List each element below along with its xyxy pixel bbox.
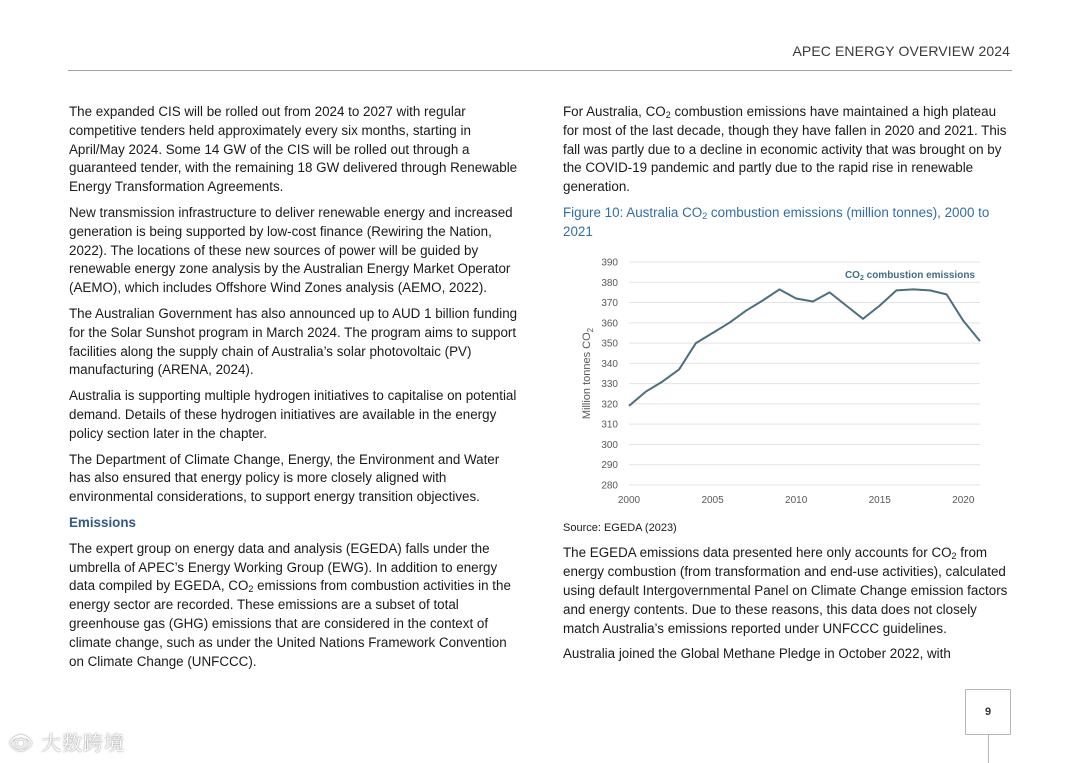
- paragraph-hydrogen: Australia is supporting multiple hydrogen initiatives to capitalise on potential demand. Details of these hydrogen initiatives are available in the energy policy section later in the chapter.: [69, 388, 517, 441]
- x-tick-label: 2020: [952, 494, 975, 506]
- y-tick-label: 300: [601, 439, 618, 451]
- y-tick-label: 350: [601, 338, 618, 350]
- left-column: [69, 103, 521, 678]
- emissions-line: [629, 289, 980, 406]
- page-number-connector: [988, 734, 989, 763]
- paragraph-egeda-intro: The expert group on energy data and analysis (EGEDA) falls under the umbrella of APEC’s Energy Working Group (EWG). In addition to energy data compiled by EGEDA, $CO_2$ emissions from combustion activities in the energy sector are recorded. These emissions are a subset of total greenhouse gas (GHG) emissions that are considered in the context of climate change, such as under the United Nations Framework Convention on Climate Change (UNFCCC).: [69, 540, 511, 669]
- y-tick-label: 390: [601, 257, 618, 269]
- co2-emissions-line-chart: [560, 249, 990, 519]
- x-tick-label: 2005: [701, 494, 724, 506]
- running-header: APEC ENERGY OVERVIEW 2024: [792, 43, 1010, 59]
- paragraph-methane-pledge: Australia joined the Global Methane Pledge in October 2022, with: [563, 646, 951, 662]
- paragraph-cis: The expanded CIS will be rolled out from 2024 to 2027 with regular competitive tenders held approximately every six months, starting in April/May 2024. Some 14 GW of the CIS will be rolled out through a guaranteed tender, with the remaining 18 GW delivered through Renewable Energy Transformation Agreements.: [69, 104, 518, 195]
- y-tick-label: 340: [601, 358, 618, 370]
- paragraph-australia-co2: For Australia, $CO_2$ combustion emissions have maintained a high plateau for most of the last decade, though they have fallen in 2020 and 2021. This fall was partly due to a decline in economic activity that was brought on by the COVID-19 pandemic and partly due to the rapid rise in renewable generation.: [563, 104, 1007, 195]
- right-column: [563, 103, 1015, 671]
- x-tick-label: 2010: [785, 494, 808, 506]
- page-number-box: [965, 689, 1011, 735]
- y-tick-label: 370: [601, 297, 618, 309]
- y-tick-label: 310: [601, 419, 618, 431]
- legend-label: $CO_2$ combustion emissions: [844, 269, 975, 282]
- x-tick-label: 2015: [868, 494, 891, 506]
- paragraph-egeda-data: The EGEDA emissions data presented here only accounts for $CO_2$ from energy combustion (from transformation and end-use activities), calculated using default Intergovernmental Panel on Climate Change emission factors and energy contents. Due to these reasons, this data does not closely match Australia’s emissions reported under UNFCCC guidelines.: [563, 545, 1008, 636]
- y-axis-label: Million tonnes $CO_2$: [581, 327, 595, 419]
- y-tick-label: 280: [601, 480, 618, 492]
- y-tick-label: 360: [601, 317, 618, 329]
- y-tick-label: 330: [601, 378, 618, 390]
- page-number: 9: [984, 706, 992, 718]
- y-tick-label: 320: [601, 398, 618, 410]
- watermark-logo: 👁︎ 大数跨境: [8, 733, 125, 755]
- paragraph-solar-sunshot: The Australian Government has also announced up to AUD 1 billion funding for the Solar Sunshot program in March 2024. The program aims to support facilities along the supply chain of Australia’s solar photovoltaic (PV) manufacturing (ARENA, 2024).: [69, 305, 518, 378]
- y-tick-label: 380: [601, 277, 618, 289]
- y-tick-label: 290: [601, 459, 618, 471]
- header-divider: [68, 70, 1012, 71]
- chart-canvas: [560, 249, 990, 511]
- figure-source: Source: EGEDA (2023): [563, 521, 677, 534]
- watermark-text: 大数跨境: [40, 733, 125, 755]
- paragraph-dcceew: The Department of Climate Change, Energy, the Environment and Water has also ensured that energy policy is more closely aligned with environmental considerations, to support energy transition objectives.: [69, 451, 500, 505]
- x-tick-label: 2000: [617, 494, 641, 506]
- section-heading-emissions: Emissions: [69, 514, 136, 530]
- figure-caption: Figure 10: Australia $CO_2$ combustion emissions (million tonnes), 2000 to 2021: [563, 204, 990, 239]
- paragraph-transmission: New transmission infrastructure to deliver renewable energy and increased generation is being supported by low-cost finance (Rewiring the Nation, 2022). The locations of these new sources of power will be guided by renewable energy zone analysis by the Australian Energy Market Operator (AEMO), which includes Offshore Wind Zones analysis (AEMO, 2022).: [69, 204, 513, 296]
